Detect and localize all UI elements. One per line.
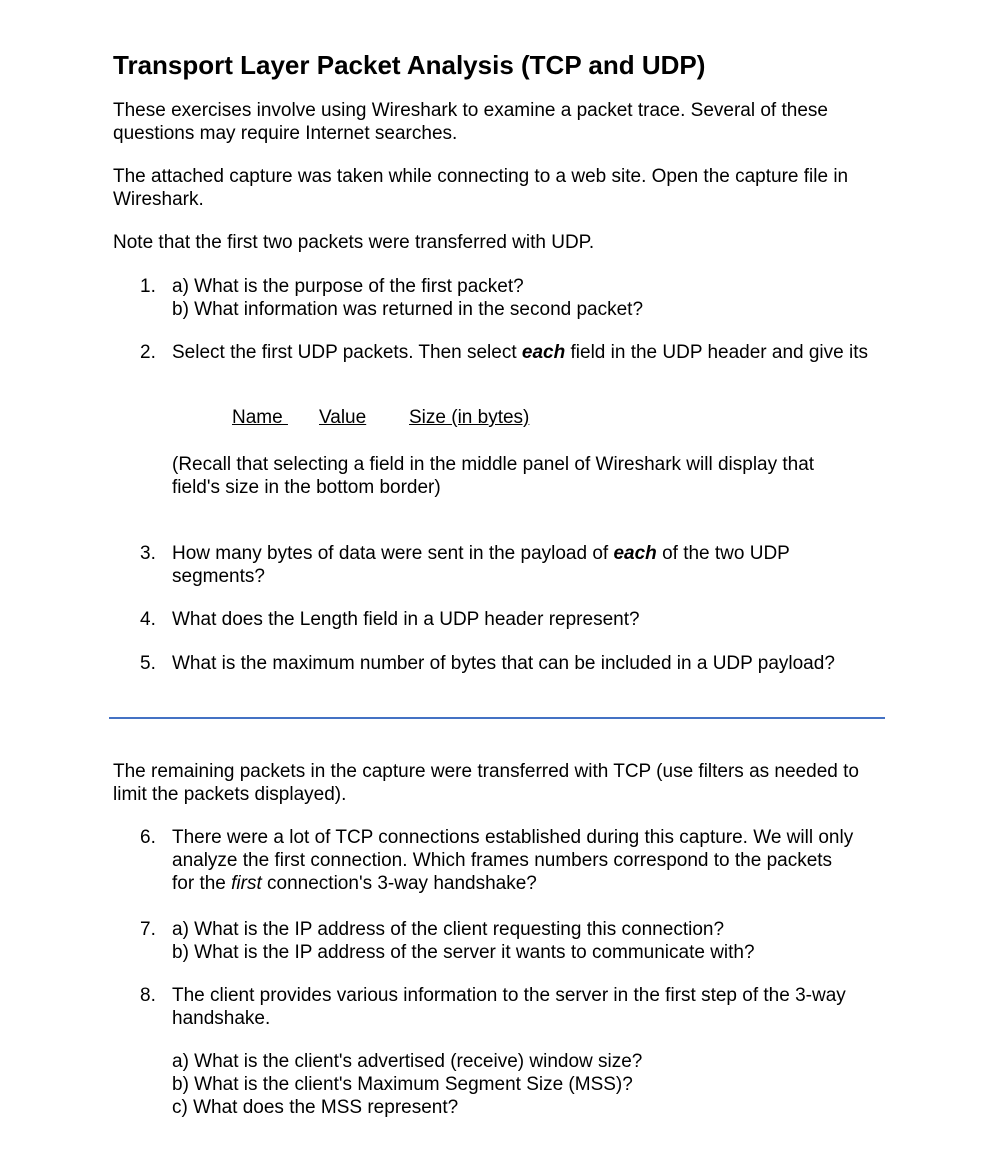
section-divider bbox=[109, 717, 885, 719]
question-6-line-3 bbox=[172, 872, 894, 895]
question-7a: a) What is the IP address of the client requesting this connection? bbox=[172, 919, 725, 940]
question-4: What does the Length field in a UDP header represent? bbox=[172, 609, 640, 630]
question-4-number: 4. bbox=[140, 609, 156, 630]
question-3-text-post: of the two UDP segments? bbox=[172, 543, 790, 587]
question-2-emphasis: each bbox=[521, 342, 566, 363]
question-5: What is the maximum number of bytes that can be included in a UDP payload? bbox=[172, 653, 835, 674]
question-6 bbox=[172, 826, 894, 895]
question-8b: b) What is the client's Maximum Segment Size (MSS)? bbox=[172, 1074, 633, 1095]
question-1 bbox=[172, 275, 894, 321]
page-title: Transport Layer Packet Analysis (TCP and UDP) bbox=[113, 50, 706, 80]
question-1-number: 1. bbox=[140, 276, 156, 297]
question-1a: a) What is the purpose of the first packet? bbox=[172, 276, 524, 297]
question-3 bbox=[172, 542, 832, 588]
question-2-number: 2. bbox=[140, 342, 156, 363]
question-8c: c) What does the MSS represent? bbox=[172, 1097, 459, 1118]
question-7-number: 7. bbox=[140, 919, 156, 940]
question-6-line-3-post: connection's 3-way handshake? bbox=[261, 873, 537, 894]
question-7b: b) What is the IP address of the server it wants to communicate with? bbox=[172, 942, 755, 963]
question-6-line-1: There were a lot of TCP connections established during this capture. We will only bbox=[172, 827, 854, 848]
intro-paragraph-1: These exercises involve using Wireshark to examine a packet trace. Several of these questions may require Internet searches. bbox=[113, 100, 828, 144]
question-6-emphasis: first bbox=[231, 873, 262, 894]
intro-paragraph-2: The attached capture was taken while connecting to a web site. Open the capture file in Wireshark. bbox=[113, 166, 849, 210]
question-2-text-pre: Select the first UDP packets. Then select bbox=[172, 342, 522, 363]
question-8-subquestions bbox=[172, 1050, 894, 1119]
question-8-number: 8. bbox=[140, 985, 156, 1006]
question-7 bbox=[172, 918, 894, 964]
question-1b: b) What information was returned in the second packet? bbox=[172, 299, 644, 320]
question-3-emphasis: each bbox=[613, 543, 657, 564]
question-2 bbox=[172, 341, 884, 364]
question-8a: a) What is the client's advertised (receive) window size? bbox=[172, 1051, 643, 1072]
question-3-text-pre: How many bytes of data were sent in the payload of bbox=[172, 543, 614, 564]
intro-paragraph-3: Note that the first two packets were transferred with UDP. bbox=[113, 232, 595, 253]
question-5-number: 5. bbox=[140, 653, 156, 674]
question-3-number: 3. bbox=[140, 543, 156, 564]
question-8: The client provides various information to the server in the first step of the 3-way handshake. bbox=[172, 985, 846, 1029]
tcp-intro-paragraph: The remaining packets in the capture were transferred with TCP (use filters as needed to limit the packets displayed). bbox=[113, 761, 859, 805]
question-2-text-post: field in the UDP header and give its bbox=[565, 342, 868, 363]
column-header-value: Value bbox=[319, 407, 367, 428]
question-6-number: 6. bbox=[140, 827, 156, 848]
column-header-size: Size (in bytes) bbox=[409, 407, 530, 428]
question-6-line-3-pre: for the bbox=[172, 873, 232, 894]
question-2-note: (Recall that selecting a field in the middle panel of Wireshark will display that field's size in the bottom border) bbox=[172, 454, 815, 498]
question-6-line-2: analyze the first connection. Which frames numbers correspond to the packets bbox=[172, 850, 833, 871]
column-header-name: Name bbox=[232, 407, 288, 428]
